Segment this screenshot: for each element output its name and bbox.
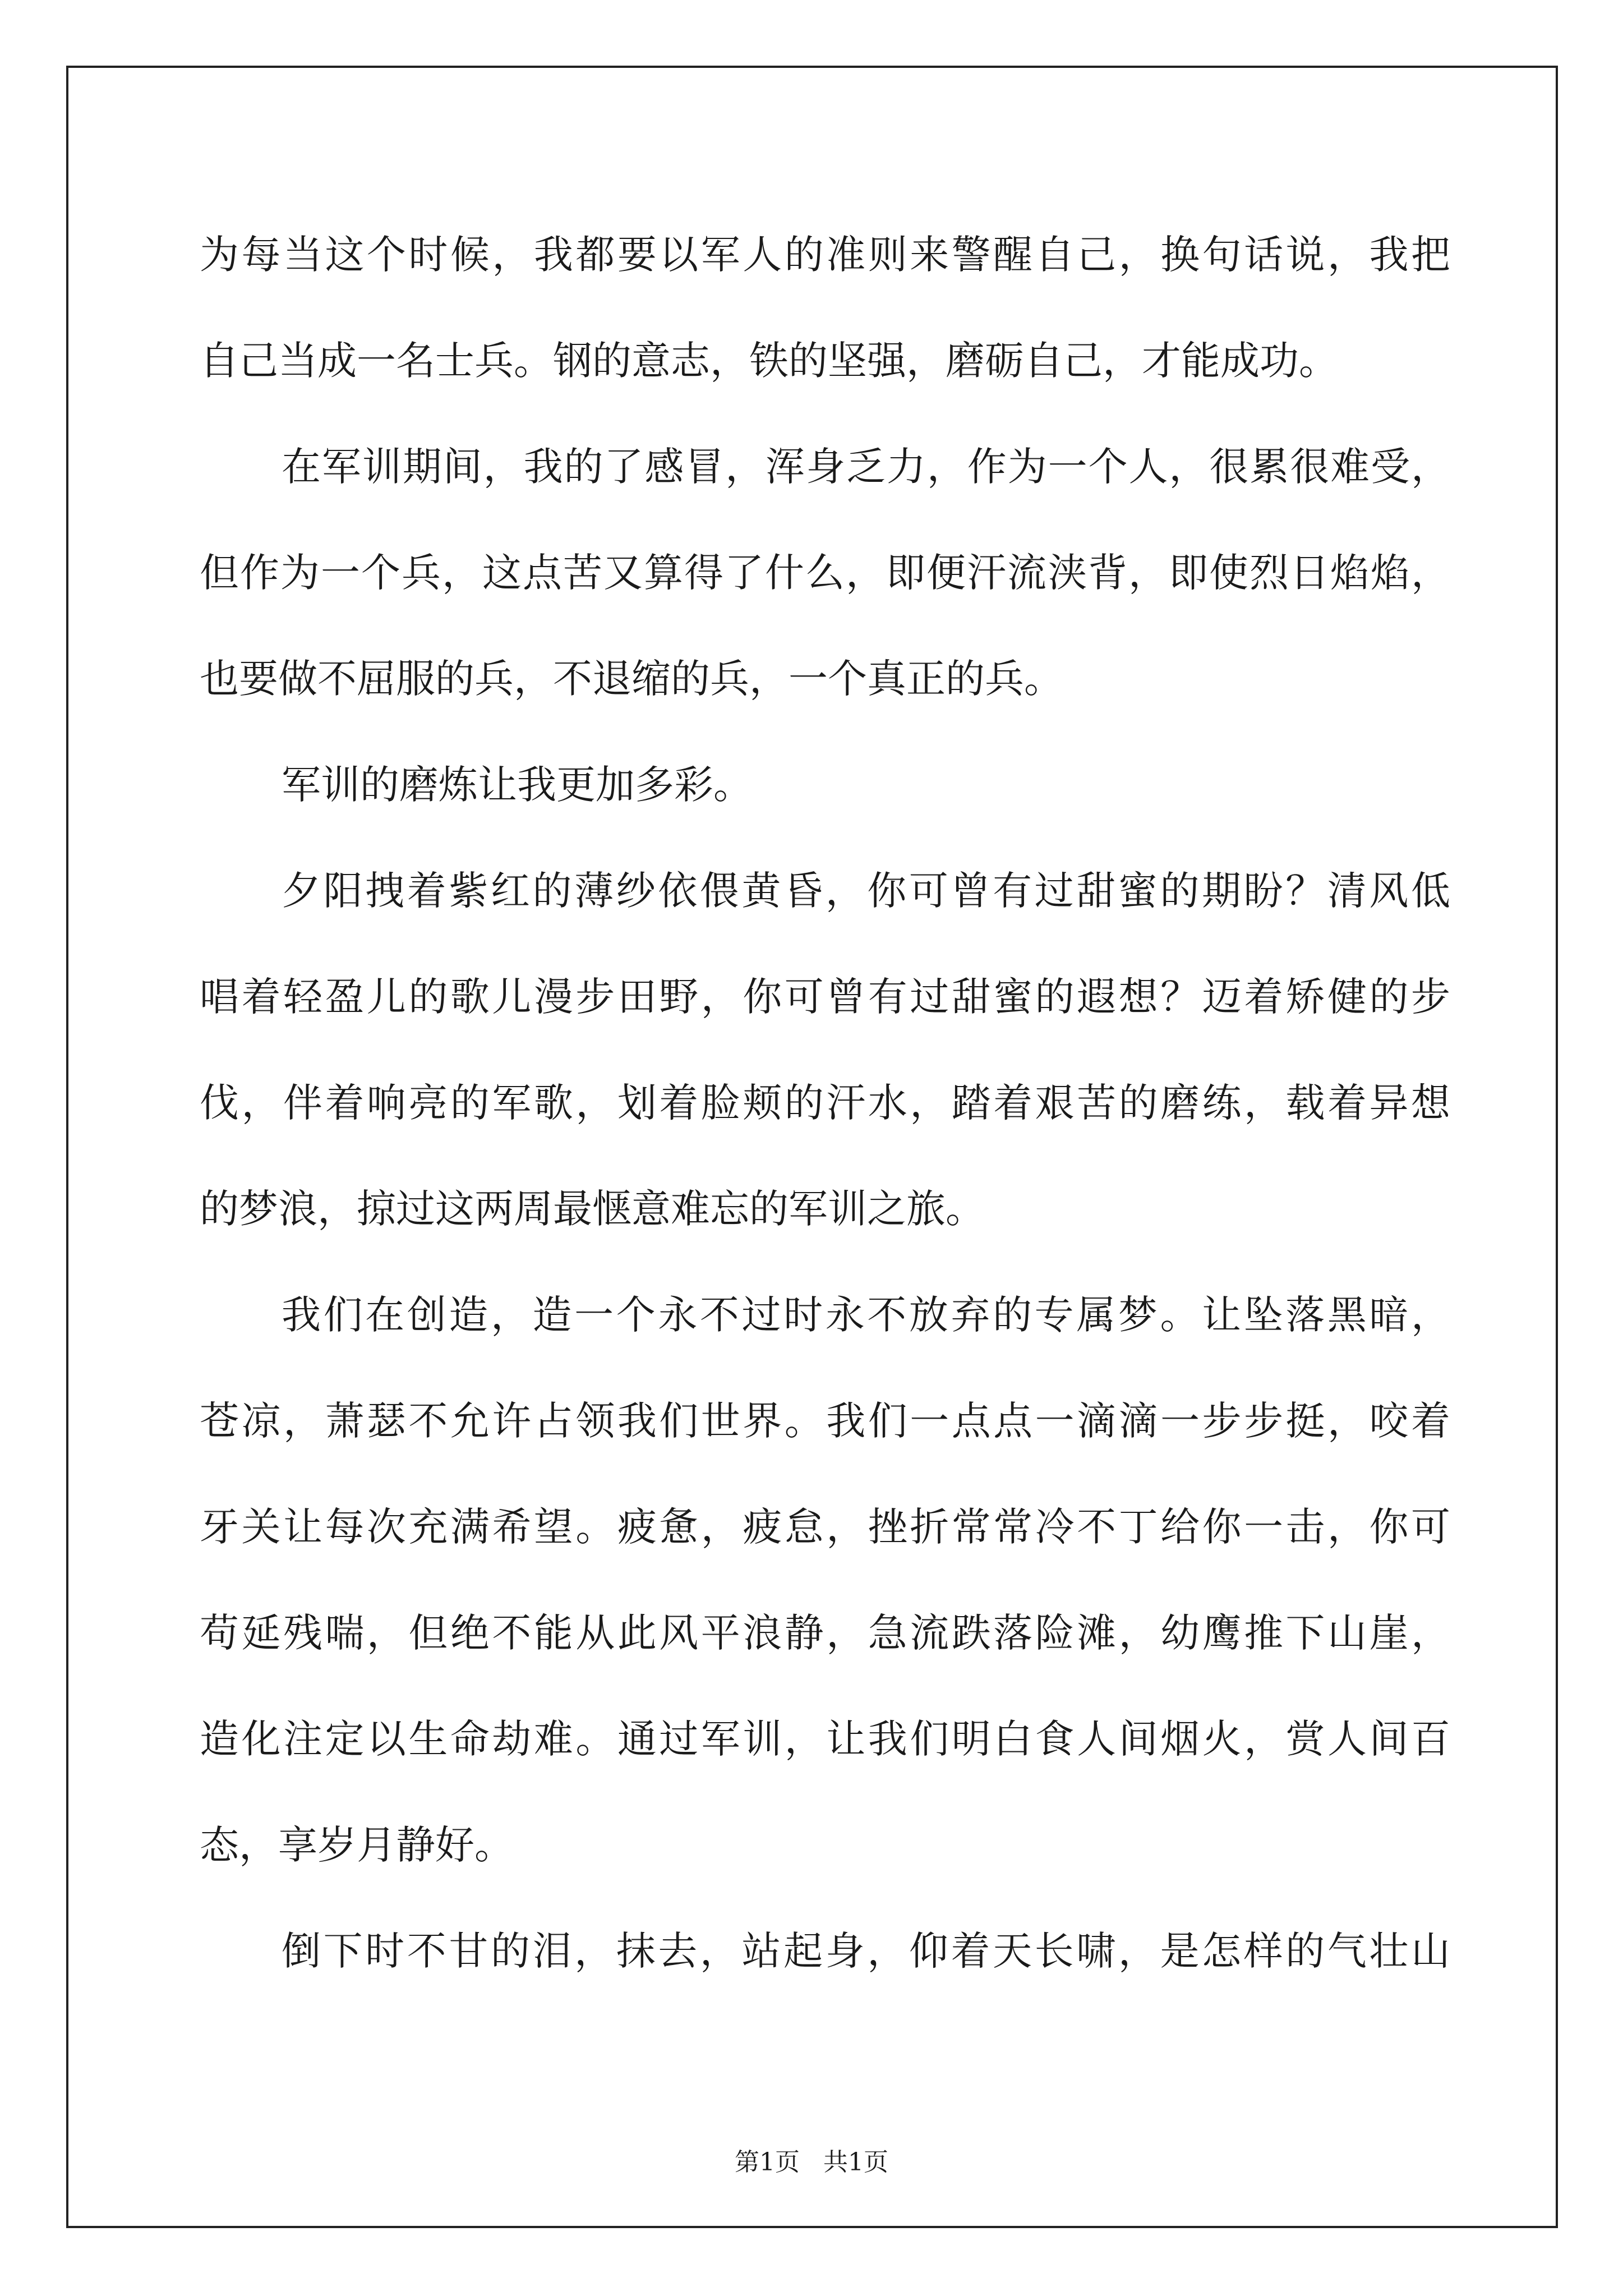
page-footer xyxy=(0,2146,1623,2179)
text-line: 也要做不屈服的兵，不退缩的兵，一个真正的兵。 xyxy=(200,656,1063,702)
page-number-current: 第1页 xyxy=(735,2148,800,2177)
text-line: 在军训期间，我的了感冒，浑身乏力，作为一个人，很累很难受， xyxy=(282,444,1450,490)
text-line: 牙关让每次充满希望。疲惫，疲怠，挫折常常冷不丁给你一击，你可 xyxy=(200,1504,1450,1550)
text-line: 苍凉，萧瑟不允许占领我们世界。我们一点点一滴滴一步步挺，咬着 xyxy=(200,1398,1450,1444)
text-line: 夕阳拽着紫红的薄纱依偎黄昏，你可曾有过甜蜜的期盼？清风低 xyxy=(282,868,1450,914)
text-line: 态，享岁月静好。 xyxy=(200,1822,514,1868)
document-body xyxy=(200,202,1450,2004)
text-line: 苟延残喘，但绝不能从此风平浪静，急流跌落险滩，幼鹰推下山崖， xyxy=(200,1610,1450,1656)
text-line: 造化注定以生命劫难。通过军训，让我们明白食人间烟火，赏人间百 xyxy=(200,1716,1450,1762)
text-line: 唱着轻盈儿的歌儿漫步田野，你可曾有过甜蜜的遐想？迈着矫健的步 xyxy=(200,974,1450,1020)
text-line: 的梦浪，掠过这两周最惬意难忘的军训之旅。 xyxy=(200,1186,985,1232)
text-line: 倒下时不甘的泪，抹去，站起身，仰着天长啸，是怎样的气壮山 xyxy=(282,1928,1450,1974)
text-line: 为每当这个时候，我都要以军人的准则来警醒自己，换句话说，我把 xyxy=(200,232,1450,278)
text-line: 军训的磨炼让我更加多彩。 xyxy=(282,762,753,808)
text-line: 我们在创造，造一个永不过时永不放弃的专属梦。让坠落黑暗， xyxy=(282,1292,1450,1338)
text-line: 伐，伴着响亮的军歌，划着脸颊的汗水，踏着艰苦的磨练，载着异想 xyxy=(200,1080,1450,1126)
text-line: 自己当成一名士兵。钢的意志，铁的坚强，磨砺自己，才能成功。 xyxy=(200,338,1338,384)
text-line: 但作为一个兵，这点苦又算得了什么，即便汗流浃背，即使烈日焰焰， xyxy=(200,550,1450,596)
page-number-total: 共1页 xyxy=(823,2148,888,2177)
